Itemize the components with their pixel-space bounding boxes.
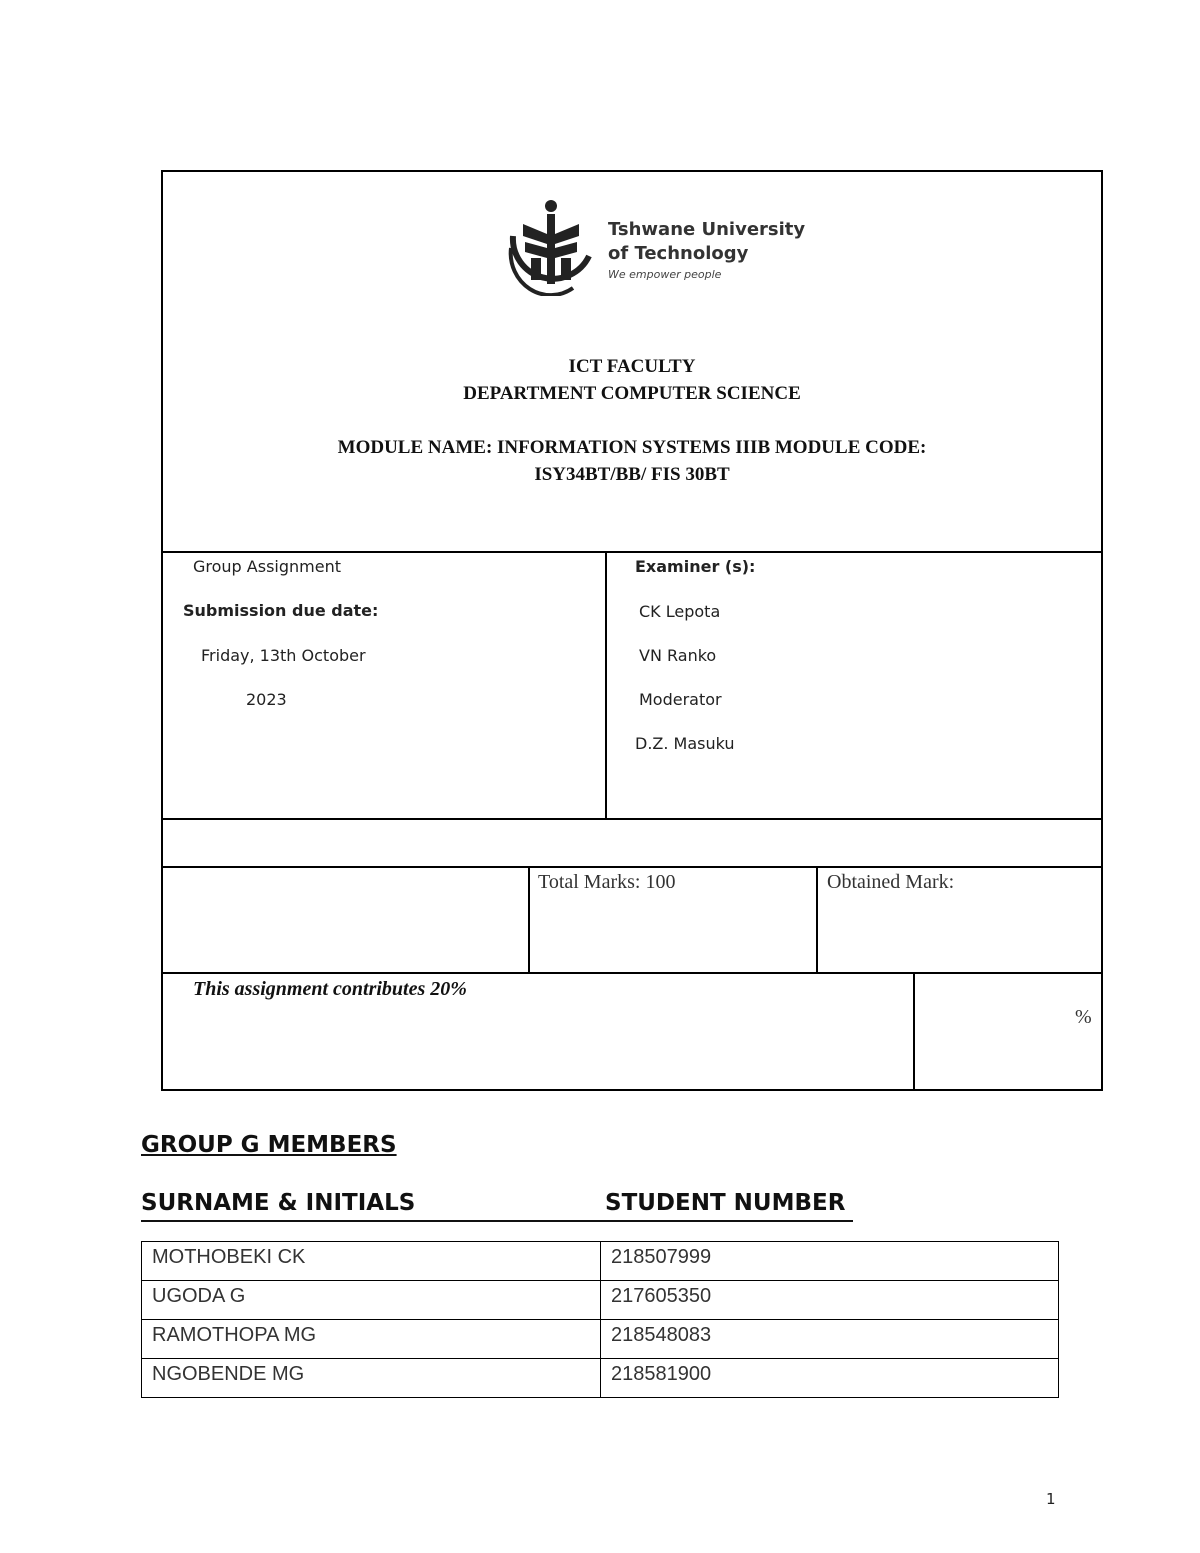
university-emblem-icon — [503, 196, 599, 296]
members-column-headers — [141, 1190, 853, 1222]
table-row — [142, 1359, 1059, 1398]
group-title: GROUP G MEMBERS — [141, 1132, 397, 1158]
divider — [816, 868, 818, 974]
examiner-name: VN Ranko — [639, 646, 717, 665]
surname-header: SURNAME & INITIALS — [141, 1190, 416, 1216]
department-title: DEPARTMENT COMPUTER SCIENCE — [463, 383, 801, 404]
logo-text — [608, 218, 805, 266]
table-row — [142, 1320, 1059, 1359]
moderator-label: Moderator — [639, 690, 722, 709]
member-name: RAMOTHOPA MG — [142, 1320, 601, 1359]
page-number: 1 — [1046, 1490, 1056, 1508]
divider — [163, 551, 1101, 553]
table-row — [142, 1281, 1059, 1320]
examiners-label: Examiner (s): — [635, 557, 756, 576]
module-code: ISY34BT/BB/ FIS 30BT — [534, 464, 730, 485]
member-student-number: 218548083 — [601, 1320, 1059, 1359]
logo-tagline: We empower people — [608, 268, 722, 281]
obtained-mark-label: Obtained Mark: — [827, 871, 955, 893]
total-marks: Total Marks: 100 — [538, 871, 676, 893]
member-student-number: 217605350 — [601, 1281, 1059, 1320]
due-date-label: Submission due date: — [183, 601, 379, 620]
cover-page-box — [161, 170, 1103, 1091]
logo-name-line1: Tshwane University — [608, 219, 806, 240]
moderator-name: D.Z. Masuku — [635, 734, 735, 753]
logo-name-line2: of Technology — [608, 243, 749, 264]
faculty-title: ICT FACULTY — [568, 356, 696, 377]
divider — [163, 972, 1101, 974]
divider — [913, 974, 915, 1091]
member-name: MOTHOBEKI CK — [142, 1242, 601, 1281]
university-logo — [503, 196, 806, 296]
divider — [163, 866, 1101, 868]
examiner-name: CK Lepota — [639, 602, 721, 621]
divider — [528, 868, 530, 974]
member-student-number: 218581900 — [601, 1359, 1059, 1398]
due-date-year: 2023 — [246, 690, 287, 709]
module-name: MODULE NAME: INFORMATION SYSTEMS IIIB MODULE CODE: — [337, 437, 927, 458]
contribution-note: This assignment contributes 20% — [193, 978, 467, 1000]
divider — [163, 818, 1101, 820]
member-name: UGODA G — [142, 1281, 601, 1320]
member-name: NGOBENDE MG — [142, 1359, 601, 1398]
divider — [605, 553, 607, 819]
members-table — [141, 1241, 1059, 1398]
assignment-type: Group Assignment — [193, 557, 341, 576]
table-row — [142, 1242, 1059, 1281]
percent-sign: % — [1075, 1006, 1092, 1028]
student-number-header: STUDENT NUMBER — [605, 1190, 846, 1216]
member-student-number: 218507999 — [601, 1242, 1059, 1281]
due-date-value: Friday, 13th October — [201, 646, 366, 665]
